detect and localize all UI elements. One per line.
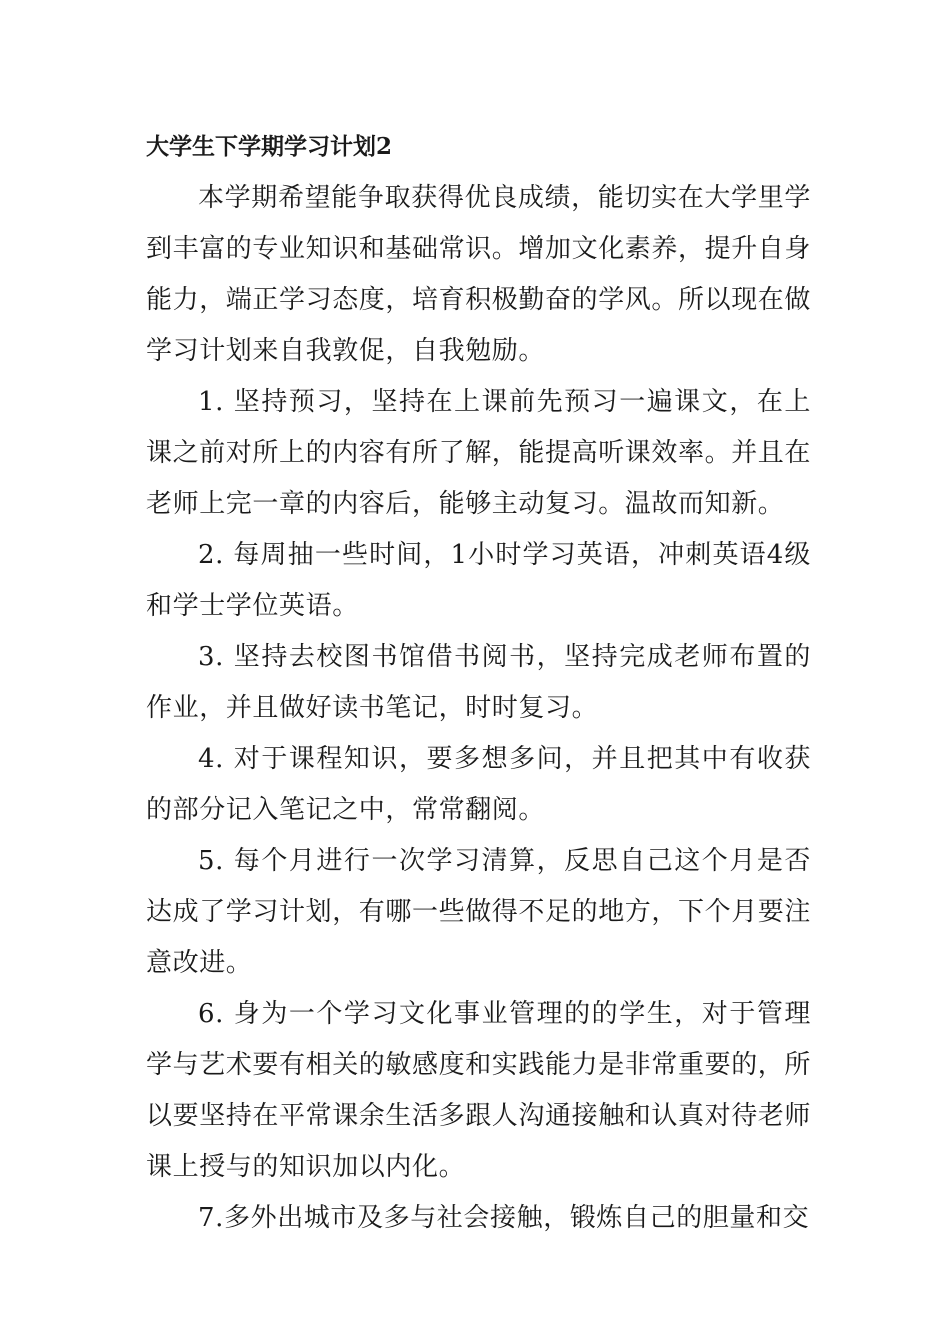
plan-item-5: 5. 每个月进行一次学习清算，反思自己这个月是否达成了学习计划，有哪一些做得不足的地方，下个月要注意改进。 [146,846,812,978]
plan-item-2: 2. 每周抽一些时间，1小时学习英语，冲刺英语4级和学士学位英语。 [146,540,811,621]
plan-item-6: 6. 身为一个学习文化事业管理的的学生，对于管理学与艺术要有相关的敏感度和实践能力是非常重要的，所以要坚持在平常课余生活多跟人沟通接触和认真对待老师课上授与的知识加以内化。 [146,999,812,1182]
plan-item-7: 7.多外出城市及多与社会接触，锻炼自己的胆量和交 [198,1203,810,1233]
title-spacer [146,166,811,173]
plan-item-4: 4. 对于课程知识，要多想多问，并且把其中有收获的部分记入笔记之中，常常翻阅。 [146,744,811,825]
document-title: 大学生下学期学习计划2 [146,133,393,160]
plan-item-3: 3. 坚持去校图书馆借书阅书，坚持完成老师布置的作业，并且做好读书笔记，时时复习。 [146,642,811,723]
document-body [146,128,811,1244]
plan-item-1: 1. 坚持预习，坚持在上课前先预习一遍课文，在上课之前对所上的内容有所了解，能提高听课效率。并且在老师上完一章的内容后，能够主动复习。温故而知新。 [146,387,812,519]
intro-paragraph: 本学期希望能争取获得优良成绩，能切实在大学里学到丰富的专业知识和基础常识。增加文化素养，提升自身能力，端正学习态度，培育积极勤奋的学风。所以现在做学习计划来自我敦促，自我勉励。 [146,183,812,366]
